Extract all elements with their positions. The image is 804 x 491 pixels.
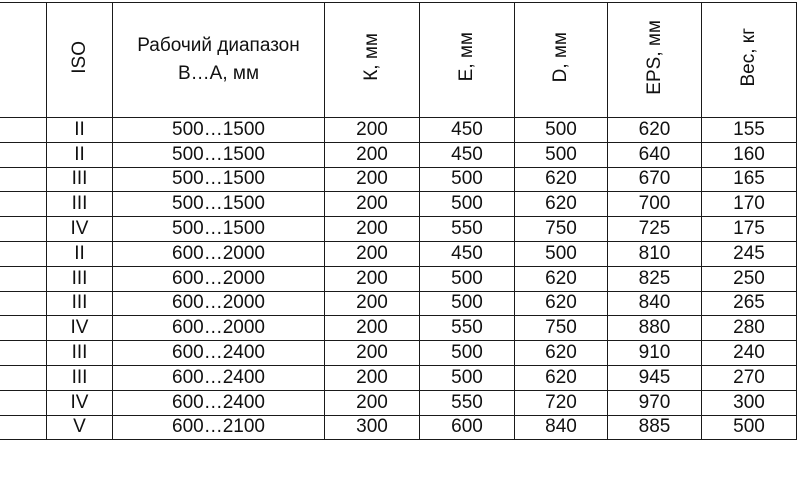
cell-eps: 840: [608, 291, 702, 316]
cell-weight: 165: [702, 167, 797, 192]
cell-k: 200: [325, 217, 420, 242]
cell-d: 620: [515, 291, 608, 316]
header-stub: [0, 3, 47, 118]
table-row: [0, 316, 797, 341]
cell-weight: 240: [702, 341, 797, 366]
cell-eps: 810: [608, 241, 702, 266]
table-row: [0, 118, 797, 143]
cell-e: 450: [420, 241, 515, 266]
cell-k: 200: [325, 316, 420, 341]
cell-weight: 245: [702, 241, 797, 266]
cell-k: 200: [325, 241, 420, 266]
cell-range: 500…1500: [113, 142, 325, 167]
cell-k: 200: [325, 291, 420, 316]
cell-d: 500: [515, 118, 608, 143]
table-row: [0, 291, 797, 316]
cell-range: 600…2000: [113, 291, 325, 316]
header-row: [0, 3, 797, 118]
table-row: [0, 241, 797, 266]
header-k: К, мм: [325, 3, 420, 118]
cell-stub: [0, 142, 47, 167]
cell-range: 500…1500: [113, 167, 325, 192]
cell-k: 200: [325, 390, 420, 415]
table-row: [0, 341, 797, 366]
cell-e: 500: [420, 341, 515, 366]
table-row: [0, 365, 797, 390]
cell-e: 550: [420, 217, 515, 242]
cell-k: 200: [325, 142, 420, 167]
cell-weight: 160: [702, 142, 797, 167]
cell-e: 450: [420, 118, 515, 143]
cell-eps: 880: [608, 316, 702, 341]
header-e: Е, мм: [420, 3, 515, 118]
table-row: [0, 142, 797, 167]
cell-weight: 155: [702, 118, 797, 143]
cell-k: 200: [325, 341, 420, 366]
cell-weight: 265: [702, 291, 797, 316]
cell-d: 620: [515, 266, 608, 291]
cell-stub: [0, 291, 47, 316]
cell-d: 750: [515, 316, 608, 341]
cell-eps: 825: [608, 266, 702, 291]
cell-range: 600…2000: [113, 316, 325, 341]
cell-iso: III: [47, 167, 113, 192]
cell-eps: 945: [608, 365, 702, 390]
cell-eps: 700: [608, 192, 702, 217]
cell-k: 200: [325, 118, 420, 143]
cell-iso: III: [47, 192, 113, 217]
cell-e: 500: [420, 266, 515, 291]
cell-weight: 170: [702, 192, 797, 217]
cell-eps: 885: [608, 415, 702, 440]
cell-stub: [0, 390, 47, 415]
cell-range: 500…1500: [113, 217, 325, 242]
cell-iso: III: [47, 365, 113, 390]
table-wrapper: [0, 2, 797, 440]
table-row: [0, 390, 797, 415]
cell-stub: [0, 266, 47, 291]
cell-iso: III: [47, 291, 113, 316]
cell-stub: [0, 341, 47, 366]
cell-eps: 640: [608, 142, 702, 167]
cell-weight: 250: [702, 266, 797, 291]
cell-stub: [0, 167, 47, 192]
cell-e: 600: [420, 415, 515, 440]
cell-range: 600…2000: [113, 266, 325, 291]
header-iso: ISO: [47, 3, 113, 118]
cell-range: 600…2000: [113, 241, 325, 266]
cell-stub: [0, 217, 47, 242]
header-d: D, мм: [515, 3, 608, 118]
cell-range: 600…2400: [113, 341, 325, 366]
cell-iso: IV: [47, 217, 113, 242]
cell-stub: [0, 365, 47, 390]
cell-stub: [0, 118, 47, 143]
cell-d: 620: [515, 167, 608, 192]
cell-stub: [0, 241, 47, 266]
cell-d: 750: [515, 217, 608, 242]
cell-e: 550: [420, 390, 515, 415]
cell-eps: 910: [608, 341, 702, 366]
cell-k: 200: [325, 192, 420, 217]
cell-d: 620: [515, 192, 608, 217]
cell-e: 500: [420, 291, 515, 316]
cell-stub: [0, 415, 47, 440]
cell-range: 600…2100: [113, 415, 325, 440]
cell-iso: III: [47, 341, 113, 366]
cell-range: 500…1500: [113, 192, 325, 217]
cell-range: 600…2400: [113, 390, 325, 415]
cell-weight: 270: [702, 365, 797, 390]
cell-k: 200: [325, 266, 420, 291]
cell-d: 620: [515, 365, 608, 390]
cell-e: 500: [420, 167, 515, 192]
specs-table: [0, 2, 797, 440]
cell-e: 500: [420, 365, 515, 390]
header-weight: Вес, кг: [702, 3, 797, 118]
header-range: Рабочий диапазон В…А, мм: [113, 3, 325, 118]
cell-e: 500: [420, 192, 515, 217]
cell-stub: [0, 192, 47, 217]
cell-iso: IV: [47, 316, 113, 341]
table-body: [0, 118, 797, 440]
table-row: [0, 192, 797, 217]
cell-weight: 280: [702, 316, 797, 341]
cell-eps: 670: [608, 167, 702, 192]
cell-d: 500: [515, 241, 608, 266]
cell-eps: 620: [608, 118, 702, 143]
cell-weight: 175: [702, 217, 797, 242]
cell-stub: [0, 316, 47, 341]
cell-k: 200: [325, 167, 420, 192]
cell-e: 550: [420, 316, 515, 341]
cell-range: 600…2400: [113, 365, 325, 390]
cell-weight: 500: [702, 415, 797, 440]
cell-d: 840: [515, 415, 608, 440]
cell-e: 450: [420, 142, 515, 167]
cell-iso: IV: [47, 390, 113, 415]
table-row: [0, 167, 797, 192]
cell-range: 500…1500: [113, 118, 325, 143]
cell-d: 720: [515, 390, 608, 415]
cell-iso: II: [47, 118, 113, 143]
cell-d: 620: [515, 341, 608, 366]
header-eps: EPS, мм: [608, 3, 702, 118]
cell-iso: V: [47, 415, 113, 440]
cell-iso: III: [47, 266, 113, 291]
cell-eps: 970: [608, 390, 702, 415]
cell-d: 500: [515, 142, 608, 167]
table-row: [0, 415, 797, 440]
cell-iso: II: [47, 142, 113, 167]
table-row: [0, 266, 797, 291]
cell-weight: 300: [702, 390, 797, 415]
table-row: [0, 217, 797, 242]
cell-iso: II: [47, 241, 113, 266]
cell-eps: 725: [608, 217, 702, 242]
cell-k: 300: [325, 415, 420, 440]
cell-k: 200: [325, 365, 420, 390]
